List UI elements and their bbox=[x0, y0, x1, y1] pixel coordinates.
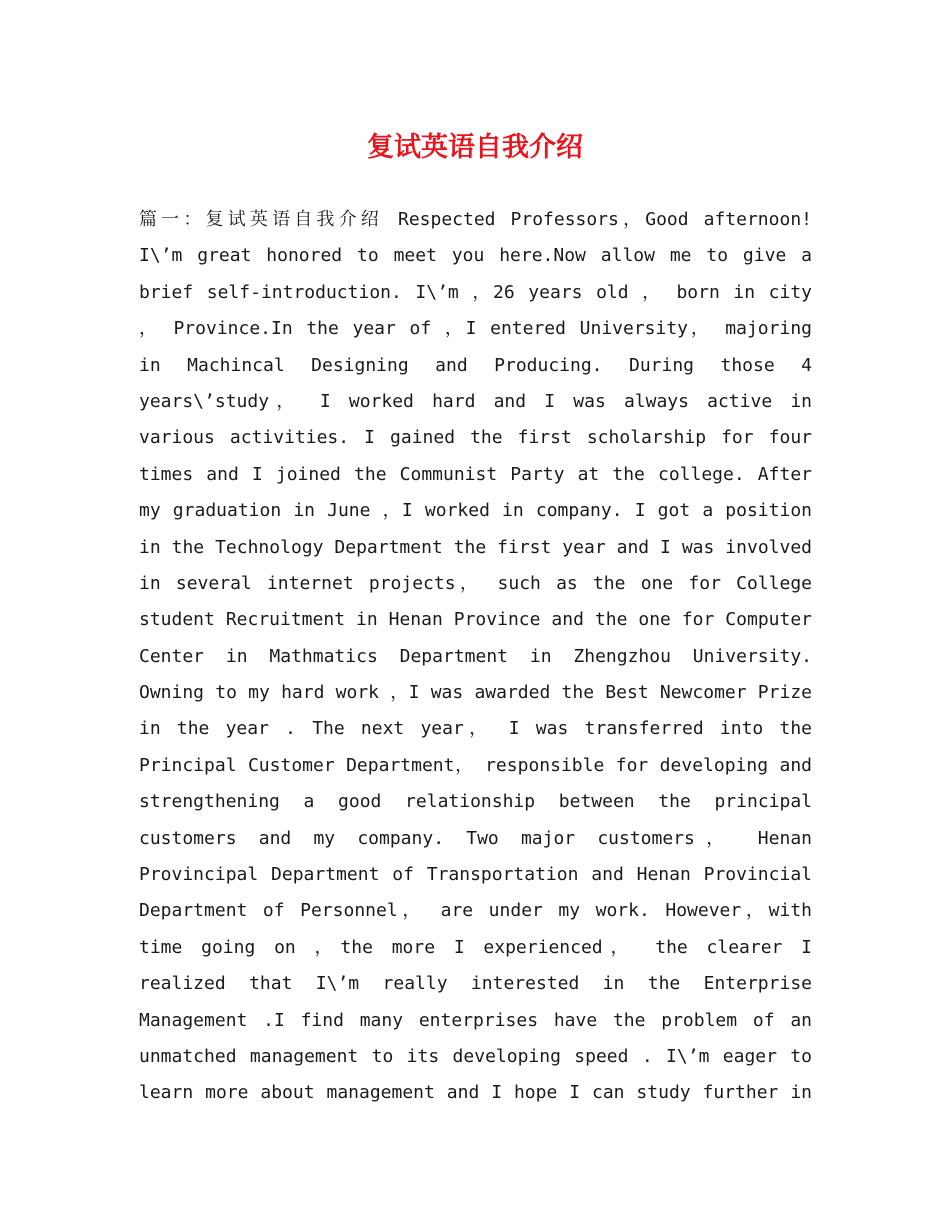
body-line: time going on ，the more I experienced， the clearer I bbox=[139, 936, 812, 958]
body-line: years\’study， I worked hard and I was always active in bbox=[139, 390, 812, 412]
body-line: Management .I find many enterprises have the problem of an bbox=[139, 1009, 812, 1031]
body-line: unmatched management to its developing speed . I\’m eager to bbox=[139, 1045, 812, 1067]
body-line: Principal Customer Department， responsible for developing and bbox=[139, 754, 812, 776]
body-line: 篇一：复试英语自我介绍 Respected Professors，Good afternoon! bbox=[139, 209, 812, 230]
body-line: strengthening a good relationship between the principal bbox=[139, 791, 812, 813]
body-line: times and I joined the Communist Party at the college. After bbox=[139, 463, 812, 485]
document-title: 复试英语自我介绍 bbox=[367, 132, 583, 163]
body-line: Department of Personnel， are under my work. However，with bbox=[139, 900, 812, 922]
body-line: various activities. I gained the first scholarship for four bbox=[139, 427, 812, 449]
body-line: Center in Mathmatics Department in Zhengzhou University. bbox=[139, 645, 812, 667]
body-line: learn more about management and I hope I can study further in bbox=[139, 1082, 812, 1104]
body-line: student Recruitment in Henan Province and the one for Computer bbox=[139, 609, 812, 631]
body-line: in several internet projects， such as the one for College bbox=[139, 572, 812, 594]
body-line: my graduation in June ，I worked in company. I got a position bbox=[139, 500, 812, 522]
body-line: in Machincal Designing and Producing. During those 4 bbox=[139, 354, 812, 376]
body-line: in the year . The next year， I was transferred into the bbox=[139, 718, 812, 740]
body-line: brief self-introduction. I\’m ，26 years old ， born in city bbox=[139, 281, 812, 303]
document-body bbox=[139, 202, 812, 1112]
body-line: Owning to my hard work ，I was awarded the Best Newcomer Prize bbox=[139, 682, 812, 704]
body-line: ， Province.In the year of ，I entered University， majoring bbox=[139, 318, 812, 340]
body-line: Provincipal Department of Transportation and Henan Provincial bbox=[139, 864, 812, 886]
body-line: I\’m great honored to meet you here.Now allow me to give a bbox=[139, 245, 812, 267]
body-line: in the Technology Department the first year and I was involved bbox=[139, 536, 812, 558]
body-line: customers and my company. Two major customers， Henan bbox=[139, 827, 812, 849]
body-line: realized that I\’m really interested in the Enterprise bbox=[139, 973, 812, 995]
